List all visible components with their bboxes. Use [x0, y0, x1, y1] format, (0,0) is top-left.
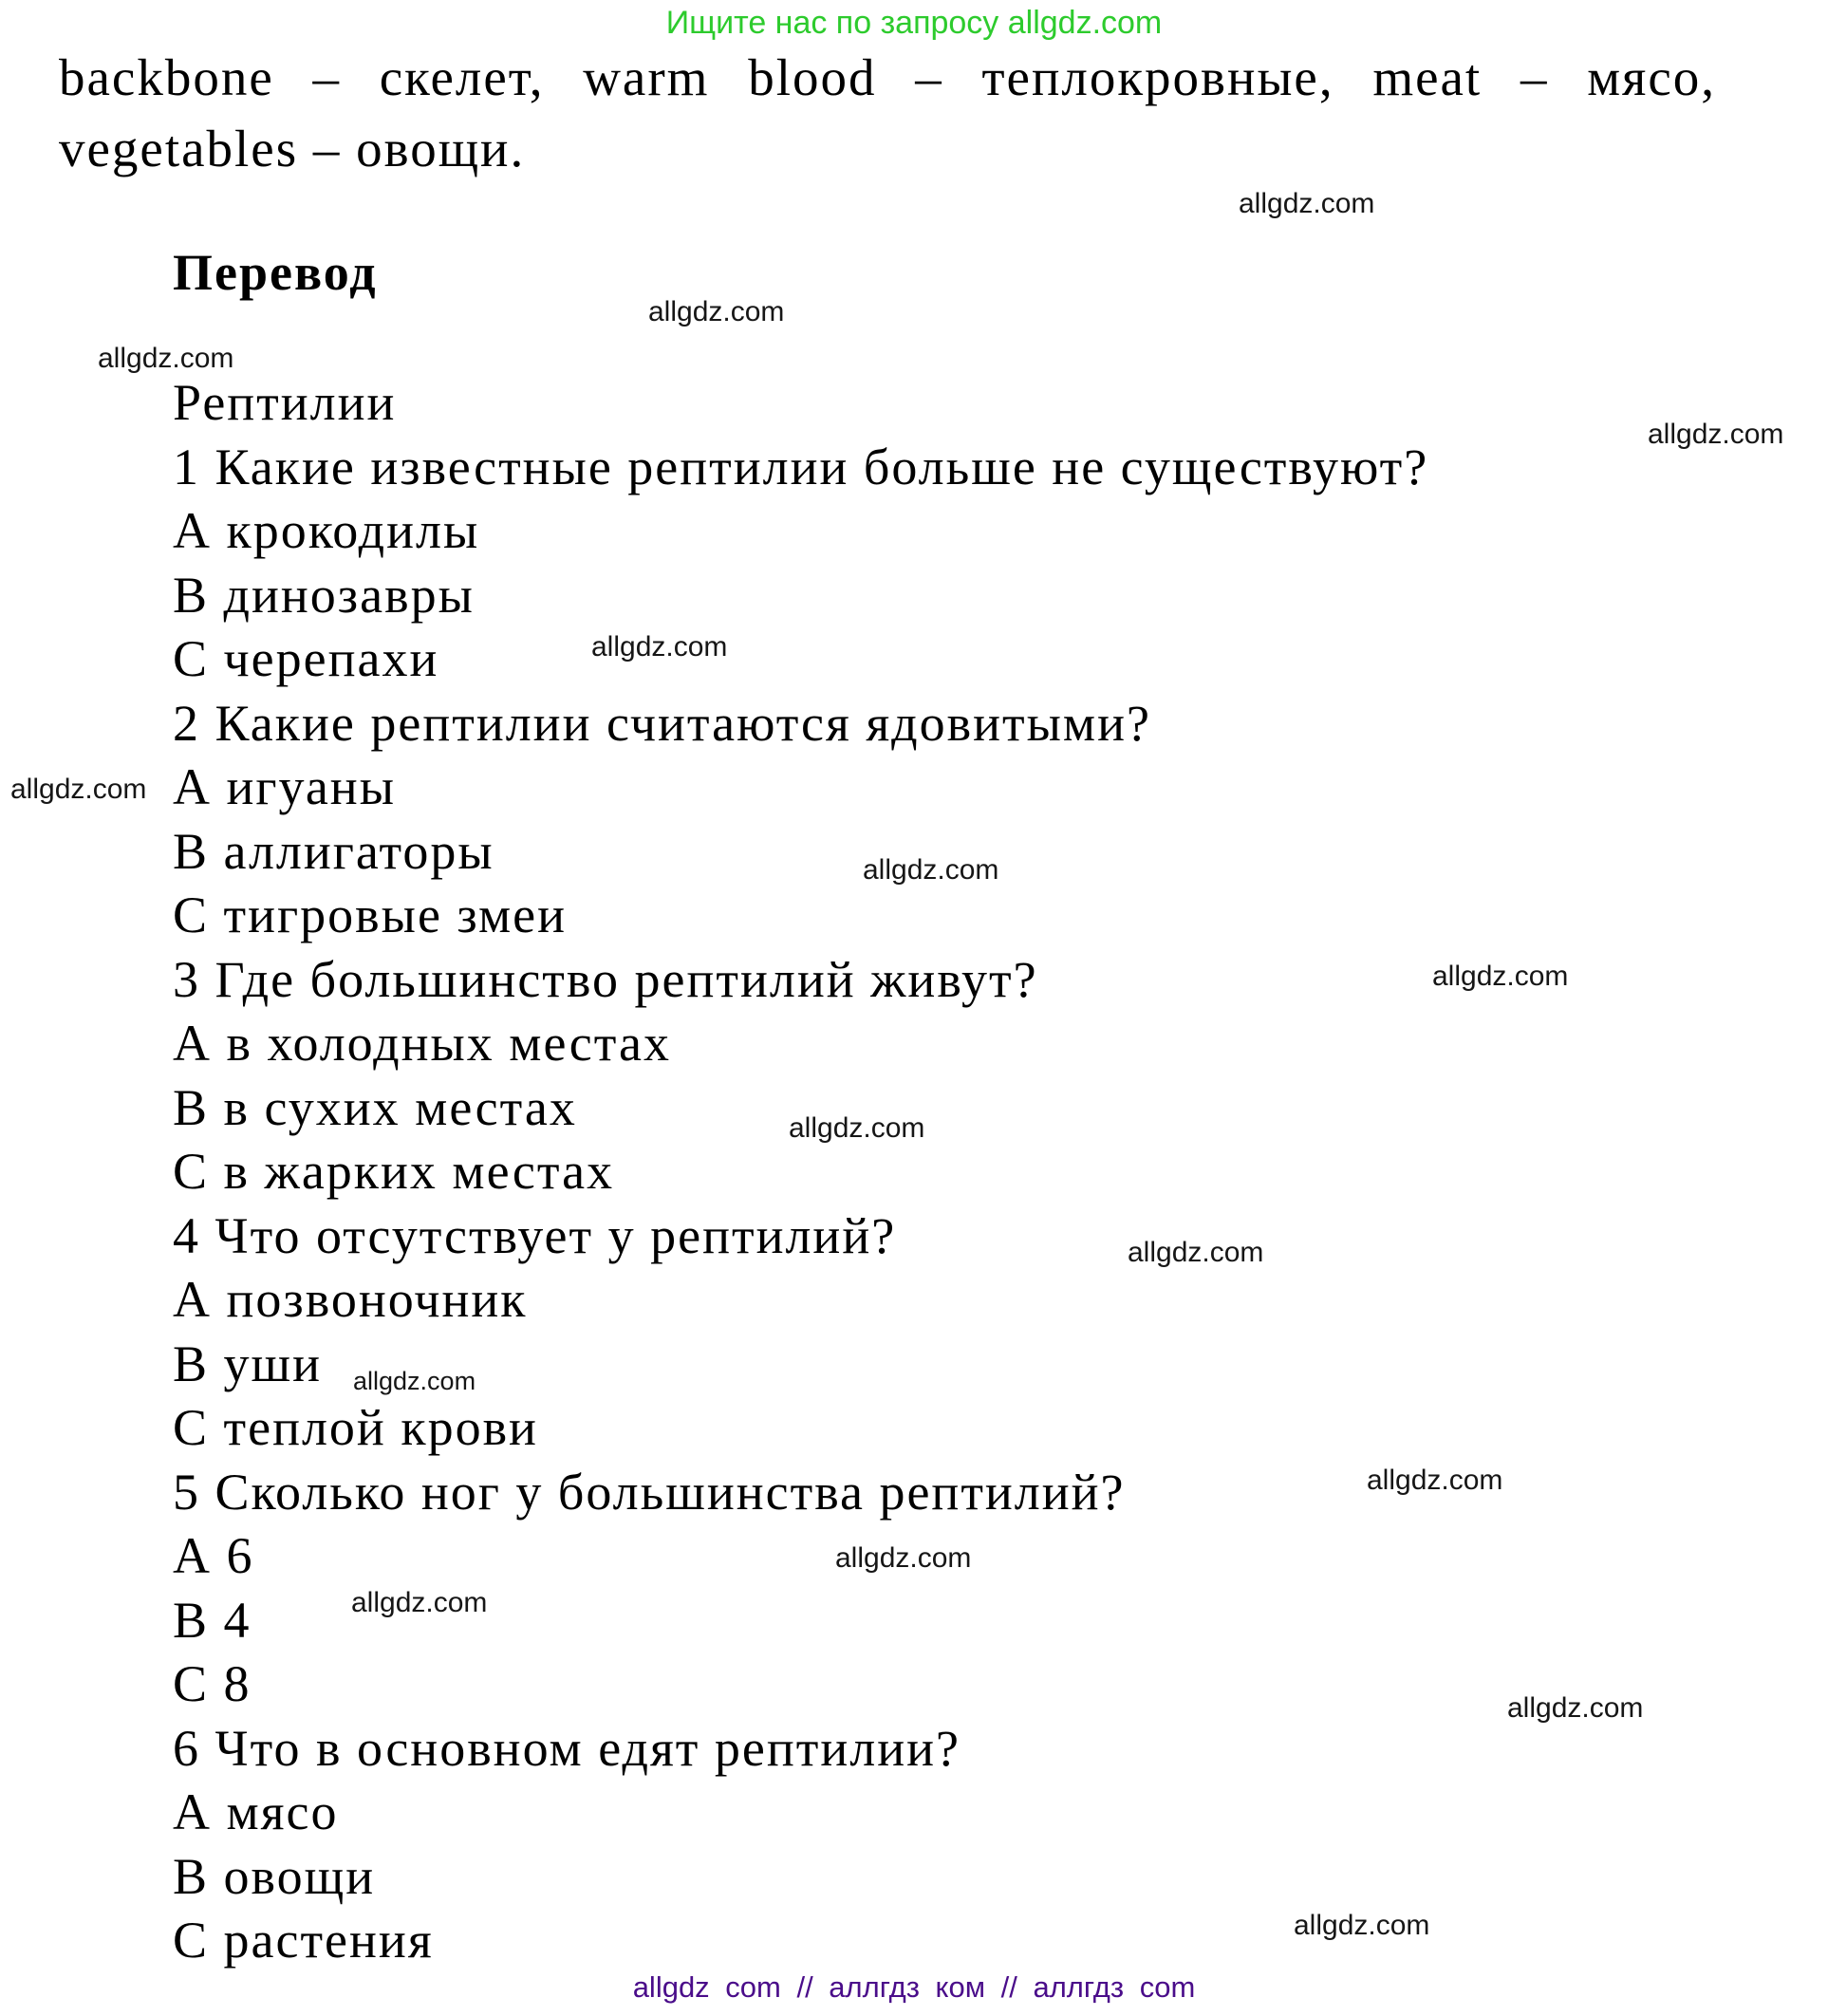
quiz-option: В аллигаторы — [173, 822, 494, 880]
quiz-option: А в холодных местах — [173, 1015, 671, 1072]
quiz-question: 6 Что в основном едят рептилии? — [173, 1719, 961, 1777]
quiz-option: А 6 — [173, 1527, 254, 1584]
watermark: allgdz.com — [1367, 1465, 1503, 1496]
translation-heading: Перевод — [173, 244, 378, 301]
quiz-question: 4 Что отсутствует у рептилий? — [173, 1206, 897, 1264]
quiz-question: 1 Какие известные рептилии больше не существуют? — [173, 438, 1429, 495]
watermark: allgdz.com — [98, 343, 234, 374]
watermark: allgdz.com — [835, 1542, 972, 1574]
quiz-option: С в жарких местах — [173, 1143, 615, 1200]
watermark: allgdz.com — [10, 774, 147, 805]
quiz-option: В в сухих местах — [173, 1078, 577, 1136]
quiz-option: В динозавры — [173, 566, 475, 624]
promo-banner: Ищите нас по запросу allgdz.com — [665, 5, 1163, 41]
watermark: allgdz.com — [863, 854, 999, 886]
quiz-option: А позвоночник — [173, 1271, 528, 1328]
quiz-option: В уши — [173, 1335, 322, 1392]
watermark: allgdz.com — [1294, 1910, 1430, 1941]
footer-links: allgdz com // аллгдз ком // аллгдз com — [632, 1970, 1196, 2004]
vocab-line: backbone – скелет, warm blood – теплокровные, meat – мясо, — [59, 48, 1716, 106]
quiz-option: С черепахи — [173, 630, 439, 687]
watermark: allgdz.com — [351, 1587, 488, 1618]
quiz-option: А крокодилы — [173, 502, 480, 559]
watermark: allgdz.com — [591, 631, 728, 663]
vocab-line: vegetables – овощи. — [59, 120, 526, 177]
quiz-question: 5 Сколько ног у большинства рептилий? — [173, 1463, 1126, 1521]
watermark: allgdz.com — [1432, 961, 1569, 992]
quiz-option: В овощи — [173, 1847, 376, 1905]
quiz-option: С тигровые змеи — [173, 887, 568, 943]
watermark: allgdz.com — [353, 1367, 476, 1395]
quiz-translation — [173, 371, 1428, 1973]
quiz-option: С 8 — [173, 1655, 252, 1712]
quiz-option: С теплой крови — [173, 1399, 538, 1456]
quiz-option: А мясо — [173, 1783, 339, 1840]
watermark: allgdz.com — [1128, 1237, 1264, 1268]
quiz-option: В 4 — [173, 1591, 252, 1649]
quiz-question: 3 Где большинство рептилий живут? — [173, 950, 1038, 1008]
watermark: allgdz.com — [1239, 188, 1375, 219]
watermark: allgdz.com — [1507, 1692, 1644, 1724]
quiz-question: 2 Какие рептилии считаются ядовитыми? — [173, 694, 1151, 752]
watermark: allgdz.com — [1648, 419, 1784, 450]
quiz-option: С растения — [173, 1912, 434, 1969]
vocab-paragraph — [59, 42, 1716, 184]
watermark: allgdz.com — [648, 296, 785, 327]
quiz-option: А игуаны — [173, 758, 396, 815]
quiz-title: Рептилии — [173, 374, 397, 431]
watermark: allgdz.com — [789, 1112, 925, 1144]
